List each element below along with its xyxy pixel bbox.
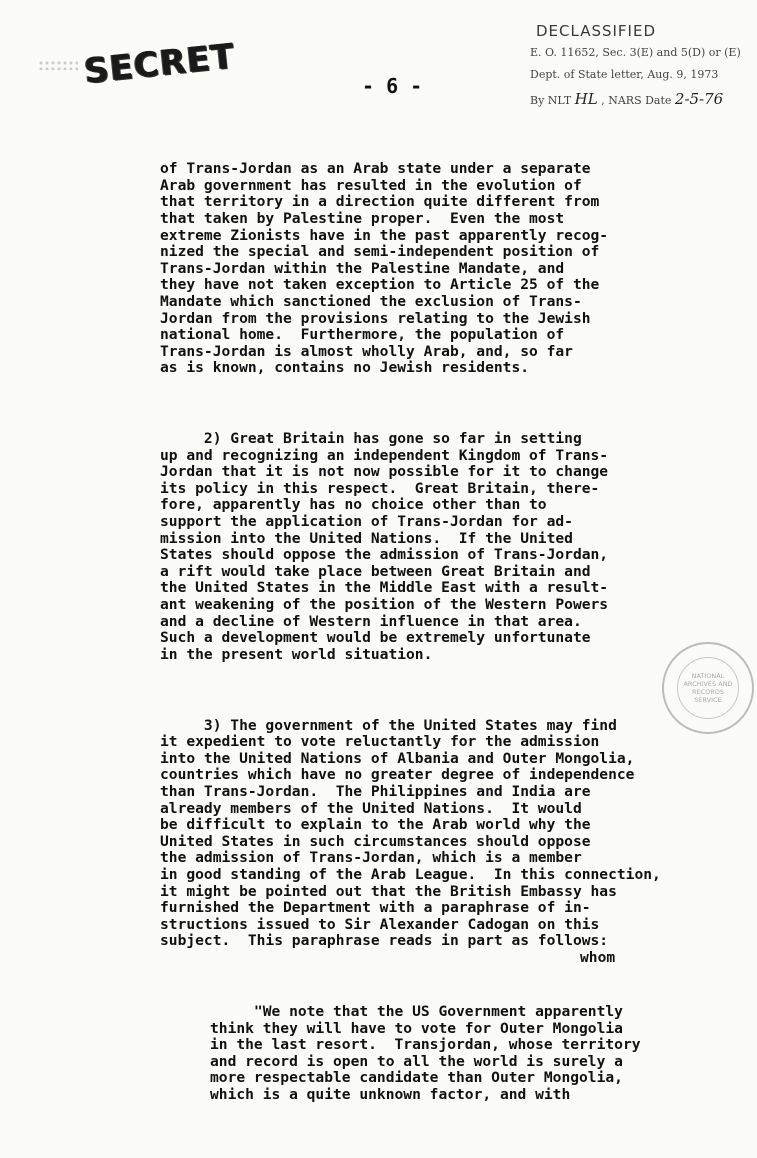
archives-seal-text: NATIONAL ARCHIVES AND RECORDS SERVICE [677,657,739,719]
paragraph-3: 3) The government of the United States may find it expedient to vote reluctantly for the admission into the United Nations of Albania and Outer Mongolia, countries which have no greater degree of independence than Trans-Jordan. The Philippines and India are already members of the United Nations. It would be difficult to explain to the Arab world why the United States in such circumstances should oppose the admission of Trans-Jordan, which is a member in good standing of the Arab League. In this connection, it might be pointed out that the British Embassy has furnished the Department with a paraphrase of in- structions issued to Sir Alexander Cadogan on this subject. This paraphrase reads in part as follows: [160,716,661,950]
declass-nars-label: , NARS Date [601,94,672,107]
quoted-instructions: "We note that the US Government apparently think they will have to vote for Outer Mongolia in the last resort. Transjordan, whose territory and record is open to all the world is surely a more respectable candidate than Outer Mongolia, which is a quite unknown factor, and with [210,1003,641,1104]
declass-authority: E. O. 11652, Sec. 3(E) and 5(D) or (E) [530,46,741,59]
declass-by-initials: HL [574,90,598,108]
declassification-stamp [500,22,741,117]
paragraph-1: of Trans-Jordan as an Arab state under a separate Arab government has resulted in the evolution of that territory in a direction quite different from that taken by Palestine proper. Even the most extreme Zionists have in the past apparently recog- nized the special and semi-independent position of Trans-Jordan within the Palestine Mandate, and they have not taken exception to Article 25 of the Mandate which sanctioned the exclusion of Trans- Jordan from the provisions relating to the Jewish national home. Furthermore, the population of Trans-Jordan is almost wholly Arab, and, so far as is known, contains no Jewish residents. [160,160,609,377]
continuation-word: whom [580,949,616,966]
declass-by-label: By NLT [530,94,572,107]
declass-letter: Dept. of State letter, Aug. 9, 1973 [530,68,719,81]
declass-by-line [530,90,724,108]
declassified-title: DECLASSIFIED [536,22,657,40]
secret-stamp: SECRET [82,36,237,92]
memo-body [160,128,720,1158]
paragraph-2: 2) Great Britain has gone so far in setting up and recognizing an independent Kingdom of Trans- Jordan that it is not now possible for it to change its policy in this respect. Great Britain, there- fore, apparently has no choice other than to support the application of Trans-Jordan for ad- mission into the United Nations. If the United States should oppose the admission of Trans-Jordan, a rift would take place between Great Britain and the United States in the Middle East with a result- ant weakening of the position of the Western Powers and a decline of Western influence in that area. Such a development would be extremely unfortunate in the present world situation. [160,430,609,663]
scan-speck [38,60,78,70]
declass-nars-date: 2-5-76 [674,90,724,108]
page-number: - 6 - [362,74,423,98]
